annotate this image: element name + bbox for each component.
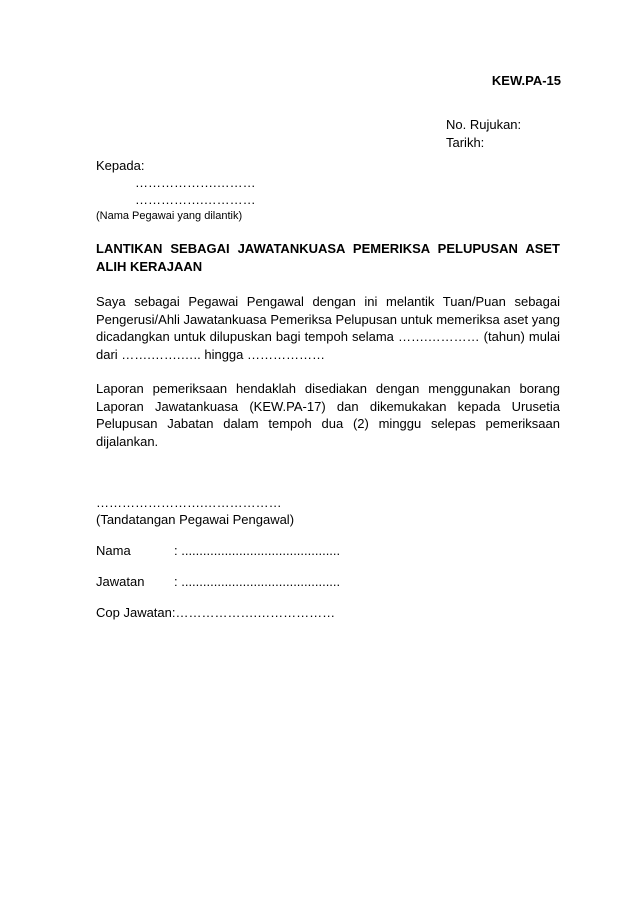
signature-block xyxy=(96,494,560,621)
recipient-note: (Nama Pegawai yang dilantik) xyxy=(96,210,243,222)
name-label: Nama xyxy=(96,543,131,558)
position-value: : ............................................ xyxy=(174,574,341,589)
position-label: Jawatan xyxy=(96,574,145,589)
recipient-line-1: ……………….……… xyxy=(135,175,256,190)
signature-caption: (Tandatangan Pegawai Pengawal) xyxy=(96,512,295,527)
signature-line: …………………….……………… xyxy=(96,495,282,510)
paragraph-appointment: Saya sebagai Pegawai Pengawal dengan ini melantik Tuan/Puan sebagai Pengerusi/Ahli Jawatankuasa Pemeriksa Pelupusan untuk memeriksa aset yang dicadangkan untuk dilupuskan bagi tempoh selama …….………… (tahun) mulai dari …….…….….. hingga ……………… xyxy=(96,294,560,362)
form-code: KEW.PA-15 xyxy=(491,73,561,88)
stamp-field: Cop Jawatan:……………….……………… xyxy=(96,605,336,620)
paragraph-report: Laporan pemeriksaan hendaklah disediakan dengan menggunakan borang Laporan Jawatankuasa (KEW.PA-17) dan dikemukakan kepada Urusetia Pelupusan Jabatan dalam tempoh dua (2) minggu selepas pemeriksaan dijalankan. xyxy=(96,381,560,449)
position-field xyxy=(96,573,560,590)
recipient-label: Kepada: xyxy=(96,158,145,173)
reference-block xyxy=(446,116,521,152)
name-value: : ............................................ xyxy=(174,543,341,558)
letter-body xyxy=(96,157,560,621)
name-field xyxy=(96,542,560,559)
letter-subject: LANTIKAN SEBAGAI JAWATANKUASA PEMERIKSA PELUPUSAN ASET ALIH KERAJAAN xyxy=(96,241,560,274)
date-label: Tarikh: xyxy=(446,135,485,150)
reference-number-label: No. Rujukan: xyxy=(446,117,522,132)
recipient-line-2: …………….………… xyxy=(135,192,256,207)
recipient-block xyxy=(96,157,560,223)
